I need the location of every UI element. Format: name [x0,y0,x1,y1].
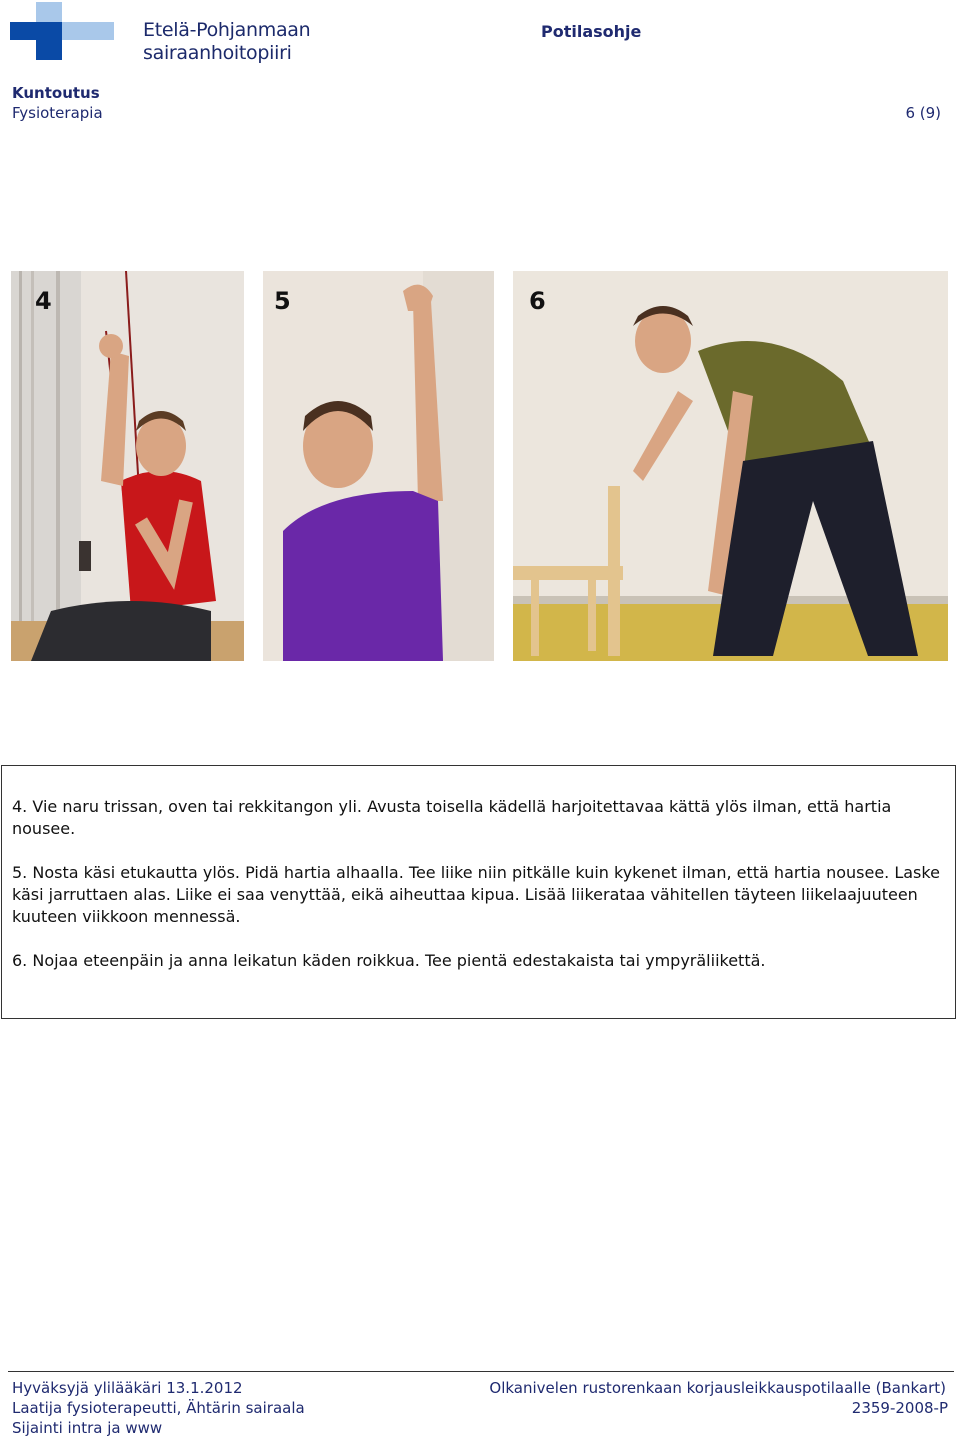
instruction-6: 6. Nojaa eteenpäin ja anna leikatun käden roikkua. Tee pientä edestakaista tai ympyräliikettä. [12,951,766,970]
subdepartment: Fysioterapia [12,104,103,122]
exercise-photo-5 [263,271,494,661]
department: Kuntoutus [12,84,100,102]
instruction-box [1,765,956,1019]
footer-location: Sijainti intra ja www [12,1419,163,1437]
exercise-photo-4 [11,271,244,661]
photo-number-4: 4 [35,287,52,315]
cross-logo-icon [10,2,150,66]
exercise-6-image [513,271,948,661]
footer-approved: Hyväksyjä ylilääkäri 13.1.2012 [12,1379,243,1397]
footer-doc-title: Olkanivelen rustorenkaan korjausleikkauspotilaalle (Bankart) [489,1379,946,1397]
org-name-line1: Etelä-Pohjanmaan [143,19,311,41]
exercise-photo-6 [513,271,948,661]
footer-doc-code: 2359-2008-P [851,1399,948,1417]
instruction-4: 4. Vie naru trissan, oven tai rekkitangon yli. Avusta toisella kädellä harjoitettavaa kättä ylös ilman, että hartia nousee. [12,797,892,838]
footer-author: Laatija fysioterapeutti, Ähtärin sairaala [12,1399,305,1417]
exercise-4-image [11,271,244,661]
document-type: Potilasohje [541,22,642,41]
org-name-line2: sairaanhoitopiiri [143,42,292,64]
footer-divider [8,1371,954,1372]
exercise-5-image [263,271,494,661]
page-number: 6 (9) [905,104,941,122]
photo-number-6: 6 [529,287,546,315]
photo-number-5: 5 [274,287,291,315]
instruction-5: 5. Nosta käsi etukautta ylös. Pidä hartia alhaalla. Tee liike niin pitkälle kuin kykenet ilman, että hartia nousee. Laske käsi jarruttaen alas. Liike ei saa venyttää, eikä aiheuttaa kipua. Lisää liikerataa vähitellen täyteen liikelaajuuteen kuuteen viikkoon mennessä. [12,863,940,926]
